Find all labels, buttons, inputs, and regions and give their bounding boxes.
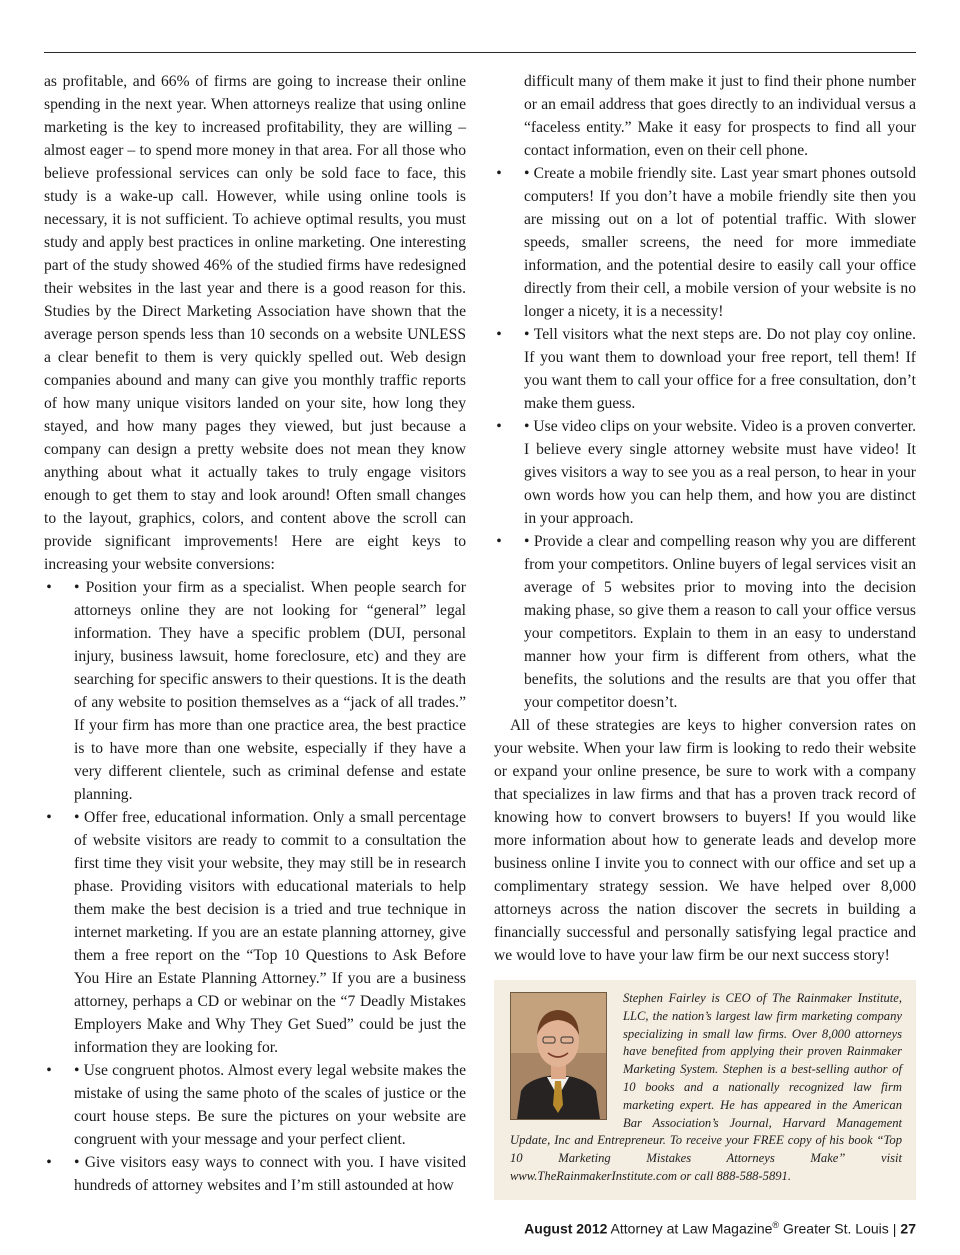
right-bullet-list bbox=[494, 162, 916, 714]
bullet-item: • • Use video clips on your website. Video is a proven converter. I believe every single attorney website must have video! It gives visitors a way to see you as a real person, to hear in your own words how you can help them, and how you are distinct in your approach. bbox=[494, 415, 916, 530]
right-column bbox=[494, 70, 916, 967]
bullet-item: • • Create a mobile friendly site. Last year smart phones outsold computers! If you don’t have a mobile friendly site then you are missing out on a lot of potential traffic. With slower speeds, smaller screens, the need for more immediate information, and the potential desire to easily call your office directly from their cell, a mobile version of your website is no longer a nicety, it is a necessity! bbox=[494, 162, 916, 323]
continued-bullet-text: difficult many of them make it just to find their phone number or an email address that goes directly to an individual versus a “faceless entity.” Make it easy for prospects to find all your contact information, even on their cell phone. bbox=[524, 73, 916, 159]
registered-mark: ® bbox=[772, 1220, 780, 1230]
closing-paragraph: All of these strategies are keys to higher conversion rates on your website. When your law firm is looking to redo their website or expand your online presence, be sure to work with a company that specializes in law firms and that has a proven track record of knowing how to convert browsers to buyers! If you would like more information about how to generate leads and develop more business online I invite you to connect with our office and set up a complimentary strategy session. We have helped over 8,000 attorneys across the nation discover the secrets in building a financially successful and personally satisfying legal practice and we would love to have your law firm be our next success story! bbox=[494, 717, 916, 964]
bullet-item: • • Use congruent photos. Almost every legal website makes the mistake of using the same photo of the scales of justice or the court house steps. Be sure the pictures on your website are congruent with your message and your perfect client. bbox=[44, 1059, 466, 1151]
bullet-marker: • bbox=[496, 326, 502, 343]
bullet-marker: • bbox=[46, 1154, 52, 1171]
footer-date: August 2012 bbox=[524, 1220, 608, 1237]
bullet-item: • • Position your firm as a specialist. When people search for attorneys online they are not looking for “general” legal information. They have a specific problem (DUI, personal injury, business lawsuit, home foreclosure, etc) and they are searching for specific answers to their questions. It is the death of any website to position themselves as a “jack of all trades.” If your firm has more than one practice area, the best practice is to have more than one website, especially if they have a very different clientele, such as criminal defense and estate planning. bbox=[44, 576, 466, 806]
bullet-item: • • Give visitors easy ways to connect with you. I have visited hundreds of attorney websites and I’m still astounded at how bbox=[44, 1151, 466, 1197]
left-bullet-list bbox=[44, 576, 466, 1197]
top-rule bbox=[44, 52, 916, 53]
author-bio bbox=[510, 990, 902, 1186]
bullet-marker: • bbox=[496, 533, 502, 550]
bullet-item: • • Offer free, educational information. Only a small percentage of website visitors are ready to commit to a consultation the first time they visit your website, they may still be in research phase. Providing visitors with educational materials to help them make the best decision is a tried and true technique in internet marketing. If you are an estate planning attorney, give them a free report on the “Top 10 Questions to Ask Before You Hire an Estate Planning Attorney.” If you are a business attorney, perhaps a CD or webinar on the “7 Deadly Mistakes Employers Make and Why They Get Sued” could be just the information they are looking for. bbox=[44, 806, 466, 1059]
footer-separator: | bbox=[892, 1220, 897, 1237]
intro-paragraph: as profitable, and 66% of firms are going to increase their online spending in the next year. When attorneys realize that using online marketing is the key to increased profitability, they are willing – almost eager – to spend more money in that area. For all those who believe professional services can only be sold face to face, this study is a wake-up call. However, while using online tools is necessary, it is not sufficient. To achieve optimal results, you must study and apply best practices in online marketing. One interesting part of the study showed 46% of the studied firms have redesigned their websites in the last year and there is a good reason for this. Studies by the Direct Marketing Association have shown that the average person spends less than 10 seconds on a website UNLESS a clear benefit to them is very quickly spelled out. Web design companies abound and many can give you monthly traffic reports of how many unique visitors landed on your site, how long they stayed, and how many pages they viewed, but just because a company can design a pretty website does not mean they know anything about what it actually takes to truly engage visitors enough to get them to stay and look around! Often small changes to the layout, graphics, colors, and content above the scroll can provide significant improvements! Here are eight keys to increasing your website conversions: bbox=[44, 73, 466, 573]
page-number: 27 bbox=[900, 1220, 916, 1237]
footer-region: Greater St. Louis bbox=[782, 1220, 889, 1237]
bullet-marker: • bbox=[46, 1062, 52, 1079]
bullet-marker: • bbox=[46, 579, 52, 596]
page-footer bbox=[524, 1220, 916, 1237]
left-column bbox=[44, 70, 466, 1197]
bullet-item: • • Tell visitors what the next steps are. Do not play coy online. If you want them to download your free report, tell them! If you want them to call your office for a free consultation, don’t make them guess. bbox=[494, 323, 916, 415]
footer-magazine-name: Attorney at Law Magazine bbox=[610, 1220, 773, 1237]
bullet-marker: • bbox=[496, 418, 502, 435]
author-bio-box bbox=[494, 980, 916, 1200]
bullet-marker: • bbox=[496, 165, 502, 182]
author-bio-text: Stephen Fairley is CEO of The Rainmaker Institute, LLC, the nation’s largest law firm marketing company specializing in small law firms. Over 8,000 attorneys have benefited from applying their proven Rainmaker Marketing System. Stephen is a best-selling author of 10 books and a nationally recognized law firm marketing expert. He has appeared in the American Bar Association’s Journal, Harvard Management Update, Inc and Entrepreneur. To receive your FREE copy of his book “Top 10 Marketing Mistakes Attorneys Make” visit www.TheRainmakerInstitute.com or call 888-588-5891. bbox=[510, 991, 902, 1183]
bullet-marker: • bbox=[46, 809, 52, 826]
bullet-item: • • Provide a clear and compelling reason why you are different from your competitors. Online buyers of legal services visit an average of 5 websites prior to moving into the decision making phase, so give them a reason to call your office versus your competitors. Explain to them in an easy to understand manner how your firm is different from others, what the benefits, the solutions and the results are that you offer that your competitor doesn’t. bbox=[494, 530, 916, 714]
